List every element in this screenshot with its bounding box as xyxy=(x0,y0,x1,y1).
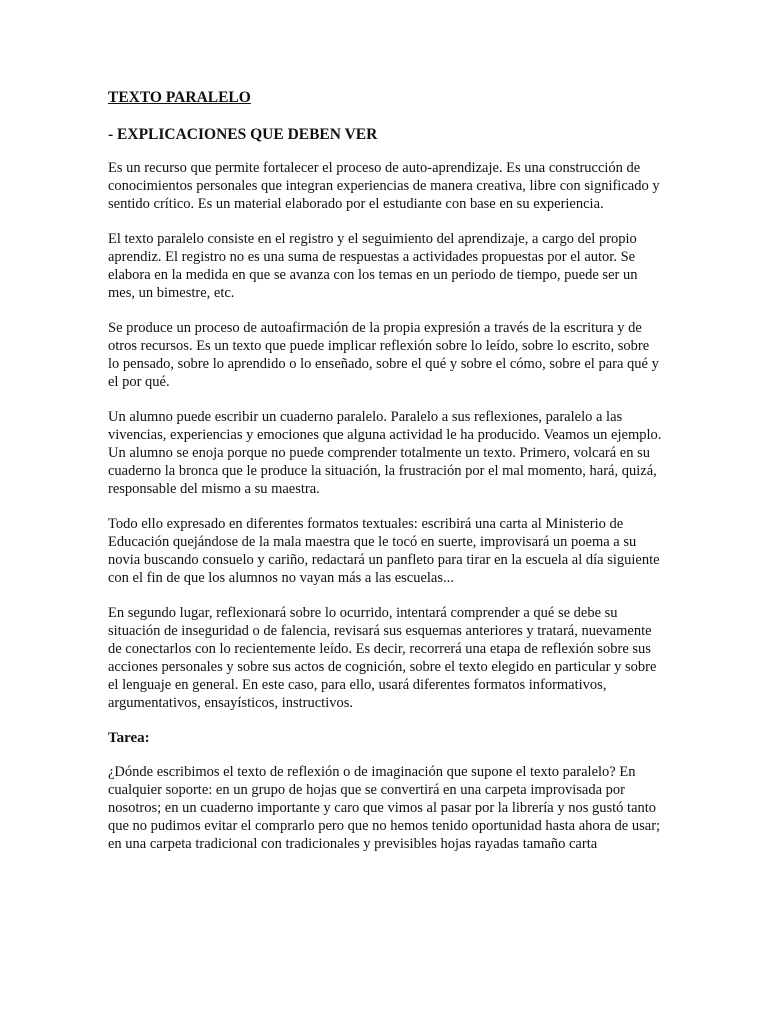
paragraph-6: En segundo lugar, reflexionará sobre lo ocurrido, intentará comprender a qué se debe su situación de inseguridad o de falencia, revisará sus esquemas anteriores y tratará, nuevamente de conectarlos con lo recientemente leído. Es decir, recorrerá una etapa de reflexión sobre sus acciones personales y sobre sus actos de cognición, sobre el texto elegido en particular y sobre el lenguaje en general. En este caso, para ello, usará diferentes formatos informativos, argumentativos, ensayísticos, instructivos. xyxy=(108,605,657,711)
document-subtitle: - EXPLICACIONES QUE DEBEN VER xyxy=(108,126,378,143)
tarea-paragraph: ¿Dónde escribimos el texto de reflexión o de imaginación que supone el texto paralelo? En cualquier soporte: en un grupo de hojas que se convertirá en una carpeta improvisada por nosotros; en un cuaderno importante y caro que vimos al pasar por la librería y nos gustó tanto que no pudimos evitar el comprarlo pero que no hemos tenido oportunidad hasta ahora de usar; en una carpeta tradicional con tradicionales y previsibles hojas rayadas tamaño carta xyxy=(108,764,661,852)
document-title: TEXTO PARALELO xyxy=(108,89,251,106)
tarea-heading: Tarea: xyxy=(108,730,150,746)
paragraph-4: Un alumno puede escribir un cuaderno paralelo. Paralelo a sus reflexiones, paralelo a las vivencias, experiencias y emociones que alguna actividad le ha producido. Veamos un ejemplo. Un alumno se enoja porque no puede comprender totalmente un texto. Primero, volcará en su cuaderno la bronca que le produce la situación, la frustración por el mal momento, hará, quizá, responsable del mismo a su maestra. xyxy=(108,409,662,497)
paragraph-3: Se produce un proceso de autoafirmación de la propia expresión a través de la escritura y de otros recursos. Es un texto que puede implicar reflexión sobre lo leído, sobre lo escrito, sobre lo pensado, sobre lo aprendido o lo enseñado, sobre el qué y sobre el cómo, sobre el para qué y el por qué. xyxy=(108,320,659,390)
paragraph-5: Todo ello expresado en diferentes formatos textuales: escribirá una carta al Ministerio de Educación quejándose de la mala maestra que le tocó en suerte, improvisará un poema a su novia buscando consuelo y cariño, redactará un panfleto para tirar en la escuela al día siguiente con el fin de que los alumnos no vayan más a las escuelas... xyxy=(108,516,660,586)
paragraph-2: El texto paralelo consiste en el registro y el seguimiento del aprendizaje, a cargo del propio aprendiz. El registro no es una suma de respuestas a actividades propuestas por el autor. Se elabora en la medida en que se avanza con los temas en un periodo de tiempo, puede ser un mes, un bimestre, etc. xyxy=(108,231,638,301)
document-page xyxy=(108,88,664,870)
paragraph-1: Es un recurso que permite fortalecer el proceso de auto-aprendizaje. Es una construcción de conocimientos personales que integran experiencias de manera creativa, libre con significado y sentido crítico. Es un material elaborado por el estudiante con base en su experiencia. xyxy=(108,160,660,212)
